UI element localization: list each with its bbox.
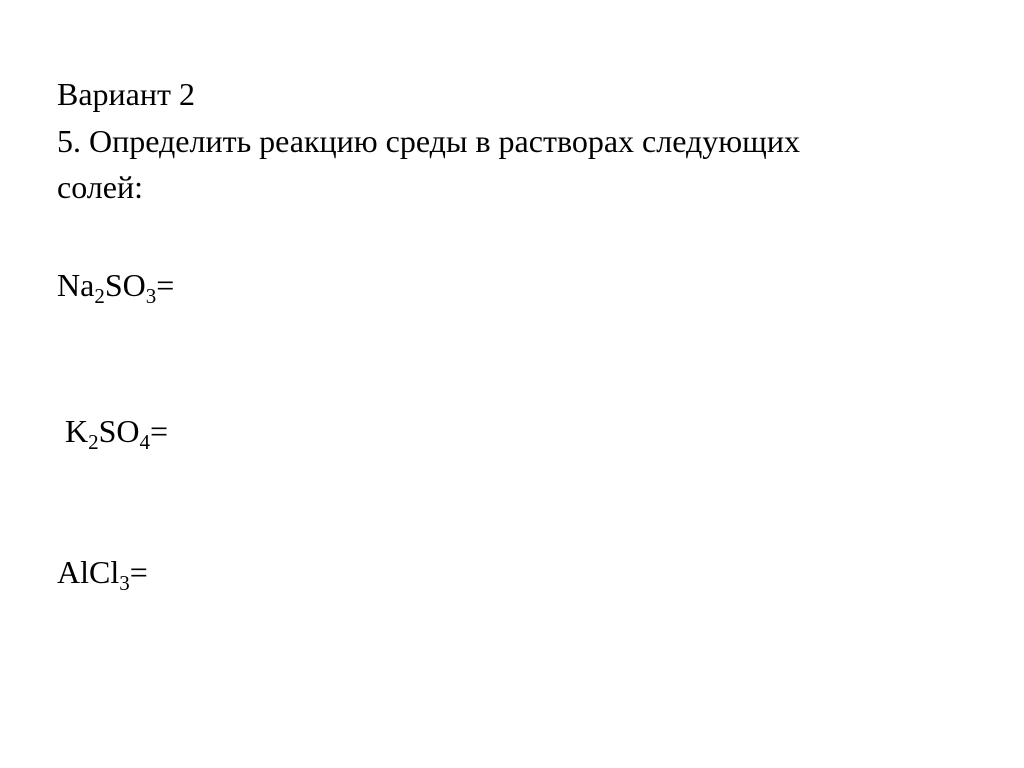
variant-title: Вариант 2: [57, 76, 195, 112]
formula-subscript: 4: [139, 430, 151, 454]
formula-part: AlCl: [57, 554, 120, 590]
task-text-line-2: солей:: [57, 169, 143, 205]
formula-subscript: 2: [94, 284, 105, 308]
formula-equals: =: [156, 267, 175, 303]
task-text-line-1: 5. Определить реакцию среды в растворах следующих: [57, 123, 800, 159]
formula-part: SO: [98, 413, 140, 449]
formula-subscript: 3: [119, 571, 130, 595]
formula-subscript: 2: [88, 430, 99, 454]
formula-k2so4: [65, 412, 169, 454]
formula-part: SO: [104, 267, 146, 303]
formula-part: K: [65, 413, 89, 449]
formula-equals: =: [129, 554, 148, 590]
formula-subscript: 3: [145, 284, 157, 308]
formula-part: Na: [57, 267, 95, 303]
formula-equals: =: [150, 413, 169, 449]
formula-na2so3: [57, 266, 175, 308]
formula-alcl3: [57, 553, 148, 595]
